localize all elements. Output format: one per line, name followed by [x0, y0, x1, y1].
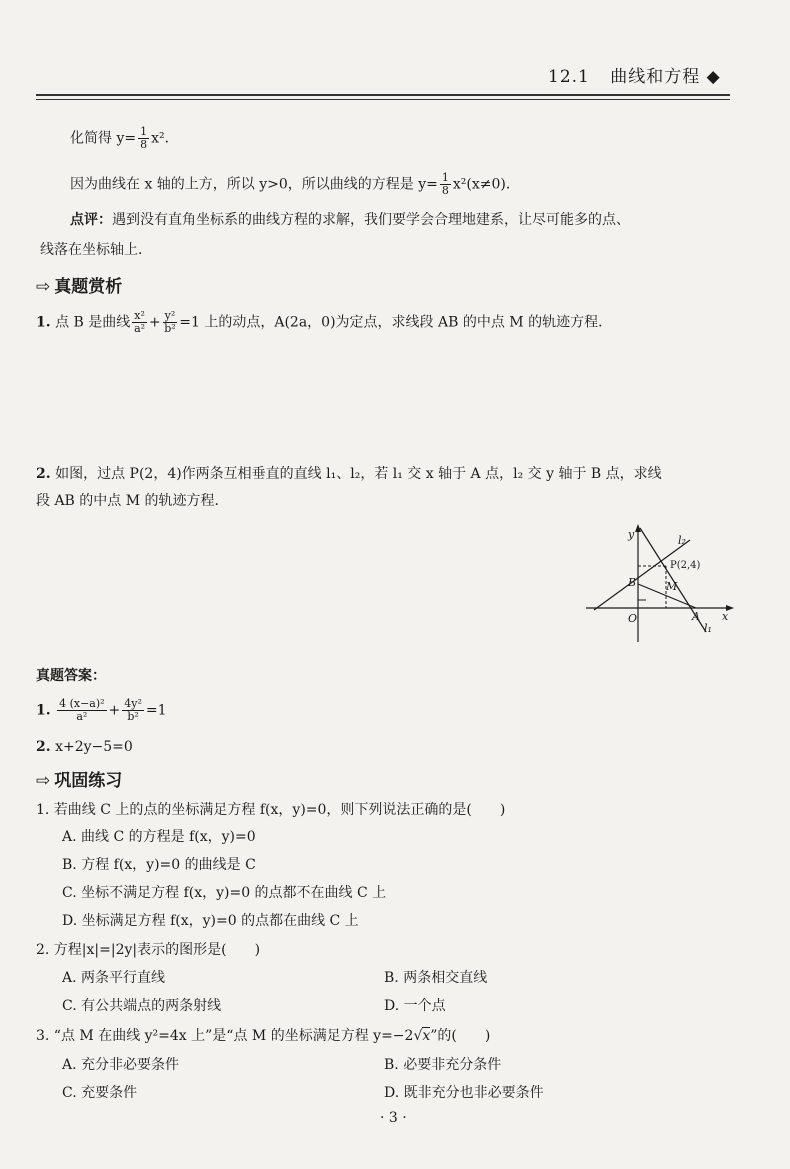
exercise-1-option-c: C. 坐标不满足方程 f(x，y)=0 的点都不在曲线 C 上: [62, 885, 387, 901]
label-l1: l₁: [704, 622, 712, 635]
label-a: A: [692, 610, 700, 623]
exercise-3-option-b: B. 必要非充分条件: [384, 1057, 502, 1073]
fraction: $\frac{1}{8}$: [140, 125, 148, 151]
header-rule: [36, 94, 730, 96]
fraction: $\frac{\text{y²}}{\text{b²}}$: [164, 309, 176, 335]
fraction: $\frac{\text{4 (x−a)²}}{\text{a²}}$: [59, 697, 105, 723]
label-o: O: [628, 612, 638, 625]
fraction: $\frac{\text{4y²}}{\text{b²}}$: [124, 697, 142, 723]
problem-2-line-1: 2. 如图，过点 P(2，4)作两条互相垂直的直线 l₁、l₂，若 l₁ 交 x 轴于 A 点，l₂ 交 y 轴于 B 点，求线: [36, 466, 662, 482]
exercise-2-option-c: C. 有公共端点的两条射线: [62, 998, 222, 1014]
sqrt-icon: √: [413, 1028, 423, 1044]
solution-line-1: 化简得 y= $\frac{1}{8}$ x²．: [70, 125, 179, 151]
exercise-2-option-d: D. 一个点: [384, 998, 446, 1014]
problem-1: 1. 点 B 是曲线 $\frac{\text{x²}}{\text{a²}}$ + $\frac{\text{y²}}{\text{b²}}$ =1 上的动点，A(2a，0)为定点，求线段 AB 的中点 M 的轨迹方程．: [36, 309, 613, 335]
comment-line-1: 点评：遇到没有直角坐标系的曲线方程的求解，我们要学会合理地建系，让尽可能多的点、: [70, 212, 630, 228]
label-b: B: [628, 576, 637, 589]
exercise-1-option-b: B. 方程 f(x，y)=0 的曲线是 C: [62, 857, 256, 873]
label-l2: l₂: [678, 534, 686, 547]
answers-heading: 真题答案：: [36, 668, 106, 684]
section-number: 12.1: [548, 67, 590, 87]
running-header: [548, 62, 721, 87]
label-p: P(2,4): [670, 560, 701, 571]
exercise-2: 2. 方程|x|=|2y|表示的图形是( ): [36, 942, 261, 958]
fraction: $\frac{1}{8}$: [441, 171, 449, 197]
exercise-1-option-d: D. 坐标满足方程 f(x，y)=0 的点都在曲线 C 上: [62, 913, 359, 929]
exercise-3-option-a: A. 充分非必要条件: [62, 1057, 180, 1073]
label-x: x: [722, 610, 729, 623]
fraction: $\frac{\text{x²}}{\text{a²}}$: [134, 309, 146, 335]
diamond-icon: ◆: [706, 67, 721, 87]
arrow-icon: ⇨: [36, 277, 51, 297]
answer-2: 2. x+2y−5=0: [36, 739, 133, 755]
exercise-3-option-d: D. 既非充分也非必要条件: [384, 1085, 544, 1101]
answer-1: 1. $\frac{\text{4 (x−a)²}}{\text{a²}}$ + $\frac{\text{4y²}}{\text{b²}}$ =1: [36, 697, 167, 723]
solution-line-2: 因为曲线在 x 轴的上方，所以 y>0，所以曲线的方程是 y= $\frac{1}{8}$ x²(x≠0)．: [70, 171, 520, 197]
exercise-2-option-b: B. 两条相交直线: [384, 970, 488, 986]
problem-2-line-2: 段 AB 的中点 M 的轨迹方程．: [36, 493, 229, 509]
exercise-1: 1. 若曲线 C 上的点的坐标满足方程 f(x，y)=0，则下列说法正确的是( ): [36, 802, 506, 818]
label-m: M: [666, 580, 678, 593]
label-y: y: [628, 528, 635, 541]
section-heading-practice: ⇨ 巩固练习: [36, 771, 123, 791]
section-title: 曲线和方程: [610, 67, 701, 87]
exercise-3: 3. “点 M 在曲线 y²=4x 上”是“点 M 的坐标满足方程 y=−2√x”的( ): [36, 1028, 491, 1044]
header-rule-thin: [36, 99, 730, 100]
comment-line-2: 线落在坐标轴上．: [40, 242, 152, 258]
comment-label: 点评：: [70, 212, 112, 228]
geometry-figure: [586, 520, 736, 644]
page-number: · 3 ·: [380, 1110, 407, 1126]
section-heading-real-questions: ⇨ 真题赏析: [36, 277, 123, 297]
exercise-2-option-a: A. 两条平行直线: [62, 970, 166, 986]
arrow-icon: ⇨: [36, 771, 51, 791]
exercise-1-option-a: A. 曲线 C 的方程是 f(x，y)=0: [62, 829, 256, 845]
exercise-3-option-c: C. 充要条件: [62, 1085, 138, 1101]
